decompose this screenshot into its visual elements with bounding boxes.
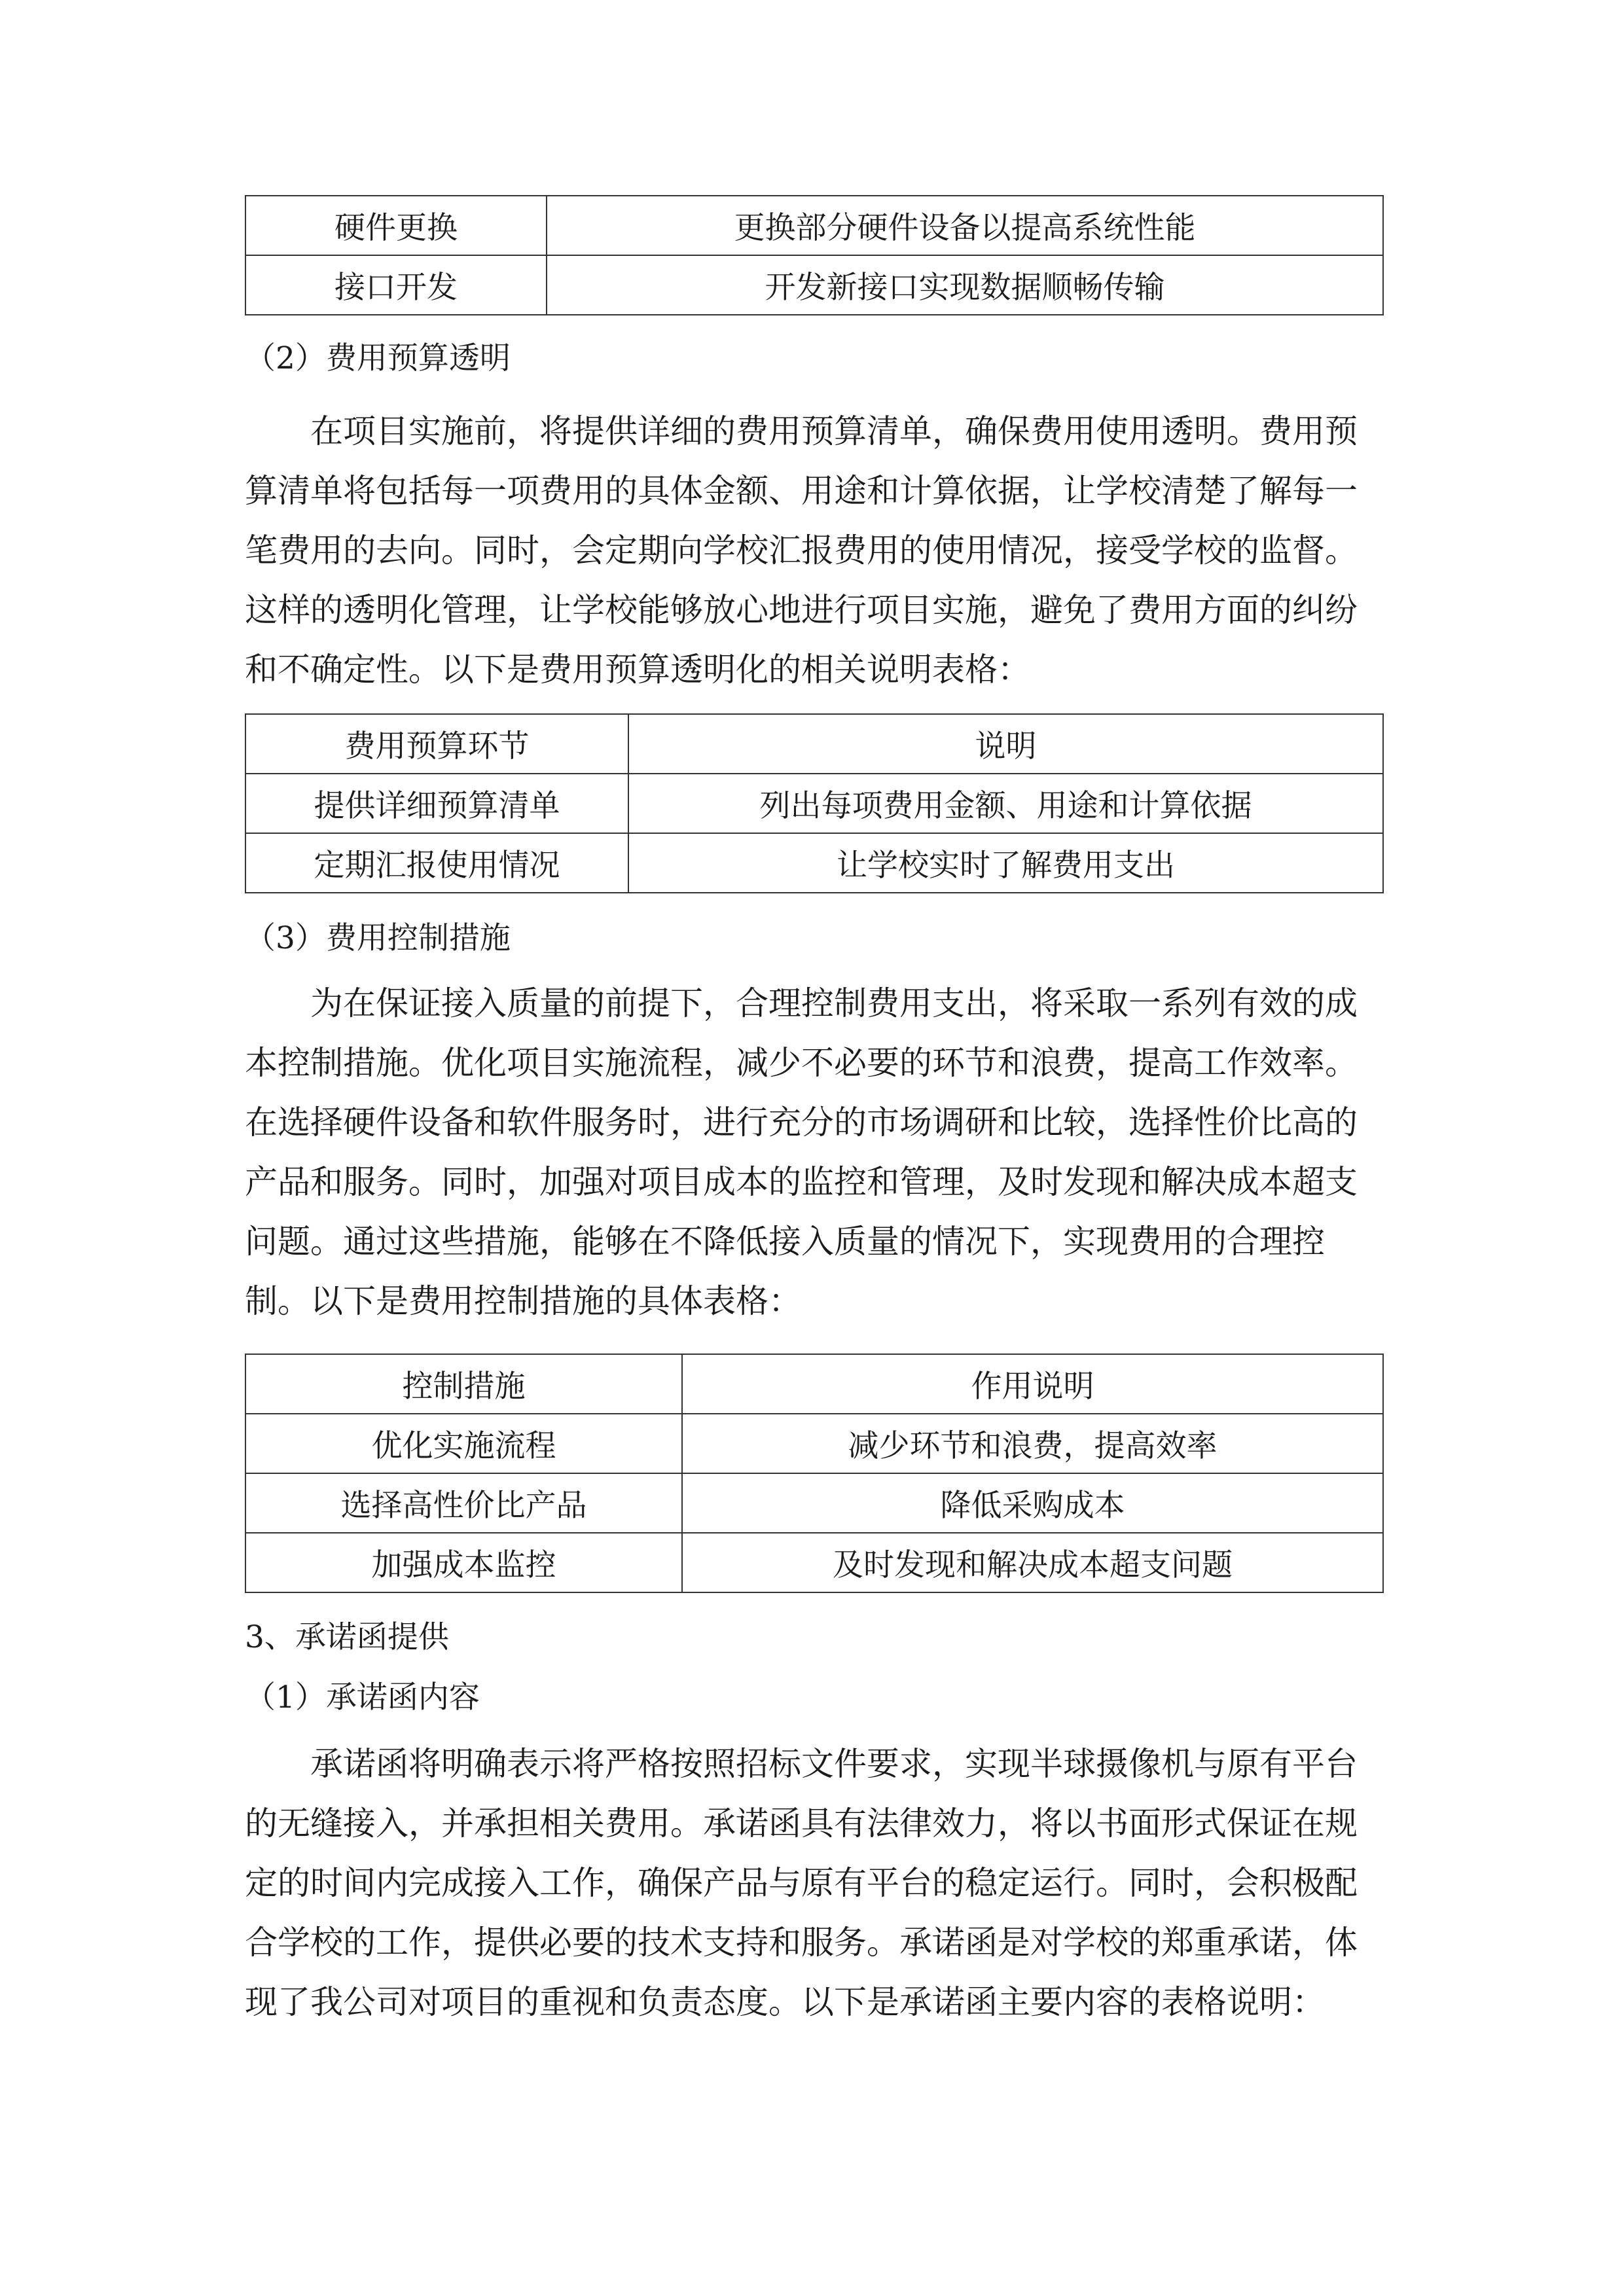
- paragraph-line: 这样的透明化管理，让学校能够放心地进行项目实施，避免了费用方面的纠纷: [245, 591, 1358, 629]
- table-header-cell: 控制措施: [245, 1354, 682, 1414]
- section-heading-commitment-content: （1）承诺函内容: [245, 1679, 480, 1715]
- table-cell: 减少环节和浪费，提高效率: [682, 1414, 1383, 1473]
- paragraph-line: 笔费用的去向。同时，会定期向学校汇报费用的使用情况，接受学校的监督。: [245, 531, 1358, 569]
- table-row: [245, 833, 1383, 893]
- table-cell: 让学校实时了解费用支出: [628, 833, 1383, 893]
- paragraph-line: 为在保证接入质量的前提下，合理控制费用支出，将采取一系列有效的成: [310, 984, 1358, 1022]
- paragraph-cost-control: [245, 974, 1382, 1331]
- table-cell: 加强成本监控: [245, 1533, 682, 1592]
- table-header-cell: 说明: [628, 714, 1383, 774]
- table-cell: 硬件更换: [245, 196, 547, 255]
- paragraph-line: 定的时间内完成接入工作，确保产品与原有平台的稳定运行。同时，会积极配: [245, 1864, 1358, 1902]
- paragraph-line: 承诺函将明确表示将严格按照招标文件要求，实现半球摄像机与原有平台: [310, 1745, 1358, 1783]
- table-cell: 更换部分硬件设备以提高系统性能: [547, 196, 1383, 255]
- paragraph-line: 问题。通过这些措施，能够在不降低接入质量的情况下，实现费用的合理控: [245, 1223, 1325, 1261]
- table-row: [245, 1533, 1383, 1592]
- hardware-interface-table: [245, 195, 1384, 315]
- table-row: [245, 1473, 1383, 1533]
- table-cell: 及时发现和解决成本超支问题: [682, 1533, 1383, 1592]
- table-header-cell: 费用预算环节: [245, 714, 628, 774]
- paragraph-line: 在选择硬件设备和软件服务时，进行充分的市场调研和比较，选择性价比高的: [245, 1103, 1358, 1141]
- paragraph-line: 算清单将包括每一项费用的具体金额、用途和计算依据，让学校清楚了解每一: [245, 472, 1358, 510]
- paragraph-line: 的无缝接入，并承担相关费用。承诺函具有法律效力，将以书面形式保证在规: [245, 1804, 1358, 1842]
- cost-control-table: [245, 1354, 1384, 1593]
- table-row: [245, 196, 1383, 255]
- table-row: [245, 1414, 1383, 1473]
- table-cell: 选择高性价比产品: [245, 1473, 682, 1533]
- table-row: [245, 774, 1383, 833]
- paragraph-line: 现了我公司对项目的重视和负责态度。以下是承诺函主要内容的表格说明：: [245, 1983, 1325, 2021]
- paragraph-line: 和不确定性。以下是费用预算透明化的相关说明表格：: [245, 651, 1030, 689]
- table-cell: 列出每项费用金额、用途和计算依据: [628, 774, 1383, 833]
- table-cell: 接口开发: [245, 255, 547, 315]
- table-header-row: [245, 714, 1383, 774]
- table-row: [245, 255, 1383, 315]
- section-heading-cost-control: （3）费用控制措施: [245, 920, 511, 956]
- table-header-cell: 作用说明: [682, 1354, 1383, 1414]
- paragraph-budget: [245, 402, 1382, 700]
- paragraph-line: 在项目实施前，将提供详细的费用预算清单，确保费用使用透明。费用预: [310, 412, 1358, 450]
- table-cell: 开发新接口实现数据顺畅传输: [547, 255, 1383, 315]
- paragraph-line: 产品和服务。同时，加强对项目成本的监控和管理，及时发现和解决成本超支: [245, 1163, 1358, 1201]
- paragraph-line: 合学校的工作，提供必要的技术支持和服务。承诺函是对学校的郑重承诺，体: [245, 1924, 1358, 1962]
- part-heading-commitment: 3、承诺函提供: [245, 1619, 449, 1655]
- table-header-row: [245, 1354, 1383, 1414]
- table-cell: 优化实施流程: [245, 1414, 682, 1473]
- paragraph-line: 本控制措施。优化项目实施流程，减少不必要的环节和浪费，提高工作效率。: [245, 1044, 1358, 1082]
- table-cell: 降低采购成本: [682, 1473, 1383, 1533]
- table-cell: 定期汇报使用情况: [245, 833, 628, 893]
- paragraph-commitment: [245, 1734, 1382, 2032]
- table-cell: 提供详细预算清单: [245, 774, 628, 833]
- section-heading-budget: （2）费用预算透明: [245, 340, 511, 376]
- paragraph-line: 制。以下是费用控制措施的具体表格：: [245, 1282, 801, 1320]
- budget-table: [245, 713, 1384, 893]
